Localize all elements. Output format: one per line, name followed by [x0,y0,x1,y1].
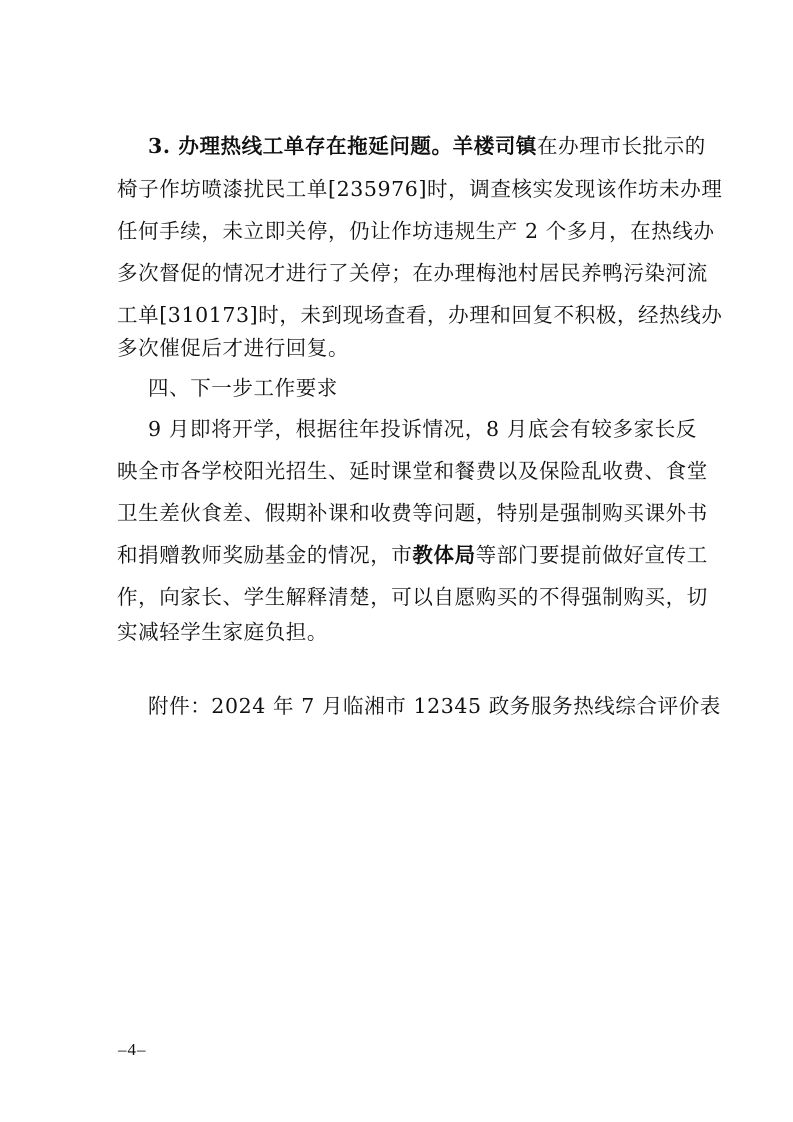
section3-line-5: 工单[310173]时，未到现场查看，办理和回复不积极，经热线办 [117,303,723,327]
section3-line-6: 多次催促后才进行回复。 [117,336,350,360]
page-number: –4– [118,1040,147,1059]
section4-line-4-rest: 等部门要提前做好宣传工 [475,543,708,567]
section3-line-1-rest: 在办理市长批示的 [537,134,706,158]
section4-line-4 [117,540,708,570]
attachment-line: 附件：2024 年 7 月临湘市 12345 政务服务热线综合评价表 [148,694,721,718]
section4-heading: 四、下一步工作要求 [148,376,338,400]
section3-lead: 3. 办理热线工单存在拖延问题。羊楼司镇 [148,134,538,158]
section4-line-2: 映全市各学校阳光招生、延时课堂和餐费以及保险乱收费、食堂 [117,459,708,483]
section4-line-3: 卫生差伙食差、假期补课和收费等问题，特别是强制购买课外书 [117,501,708,525]
section4-bold-agency: 教体局 [412,543,476,567]
section3-line-3: 任何手续，未立即关停，仍让作坊违规生产 2 个多月，在热线办 [117,219,715,243]
section3-line-4: 多次督促的情况才进行了关停；在办理梅池村居民养鸭污染河流 [117,261,708,285]
section4-line-6: 实减轻学生家庭负担。 [117,620,328,644]
section4-line-4-start: 和捐赠教师奖励基金的情况，市 [117,543,413,567]
section4-line-1: 9 月即将开学，根据往年投诉情况，8 月底会有较多家长反 [148,417,697,441]
section4-line-5: 作，向家长、学生解释清楚，可以自愿购买的不得强制购买，切 [117,585,708,609]
section3-line-2: 椅子作坊喷漆扰民工单[235976]时，调查核实发现该作坊未办理 [117,177,723,201]
section3-line-1 [148,131,706,161]
